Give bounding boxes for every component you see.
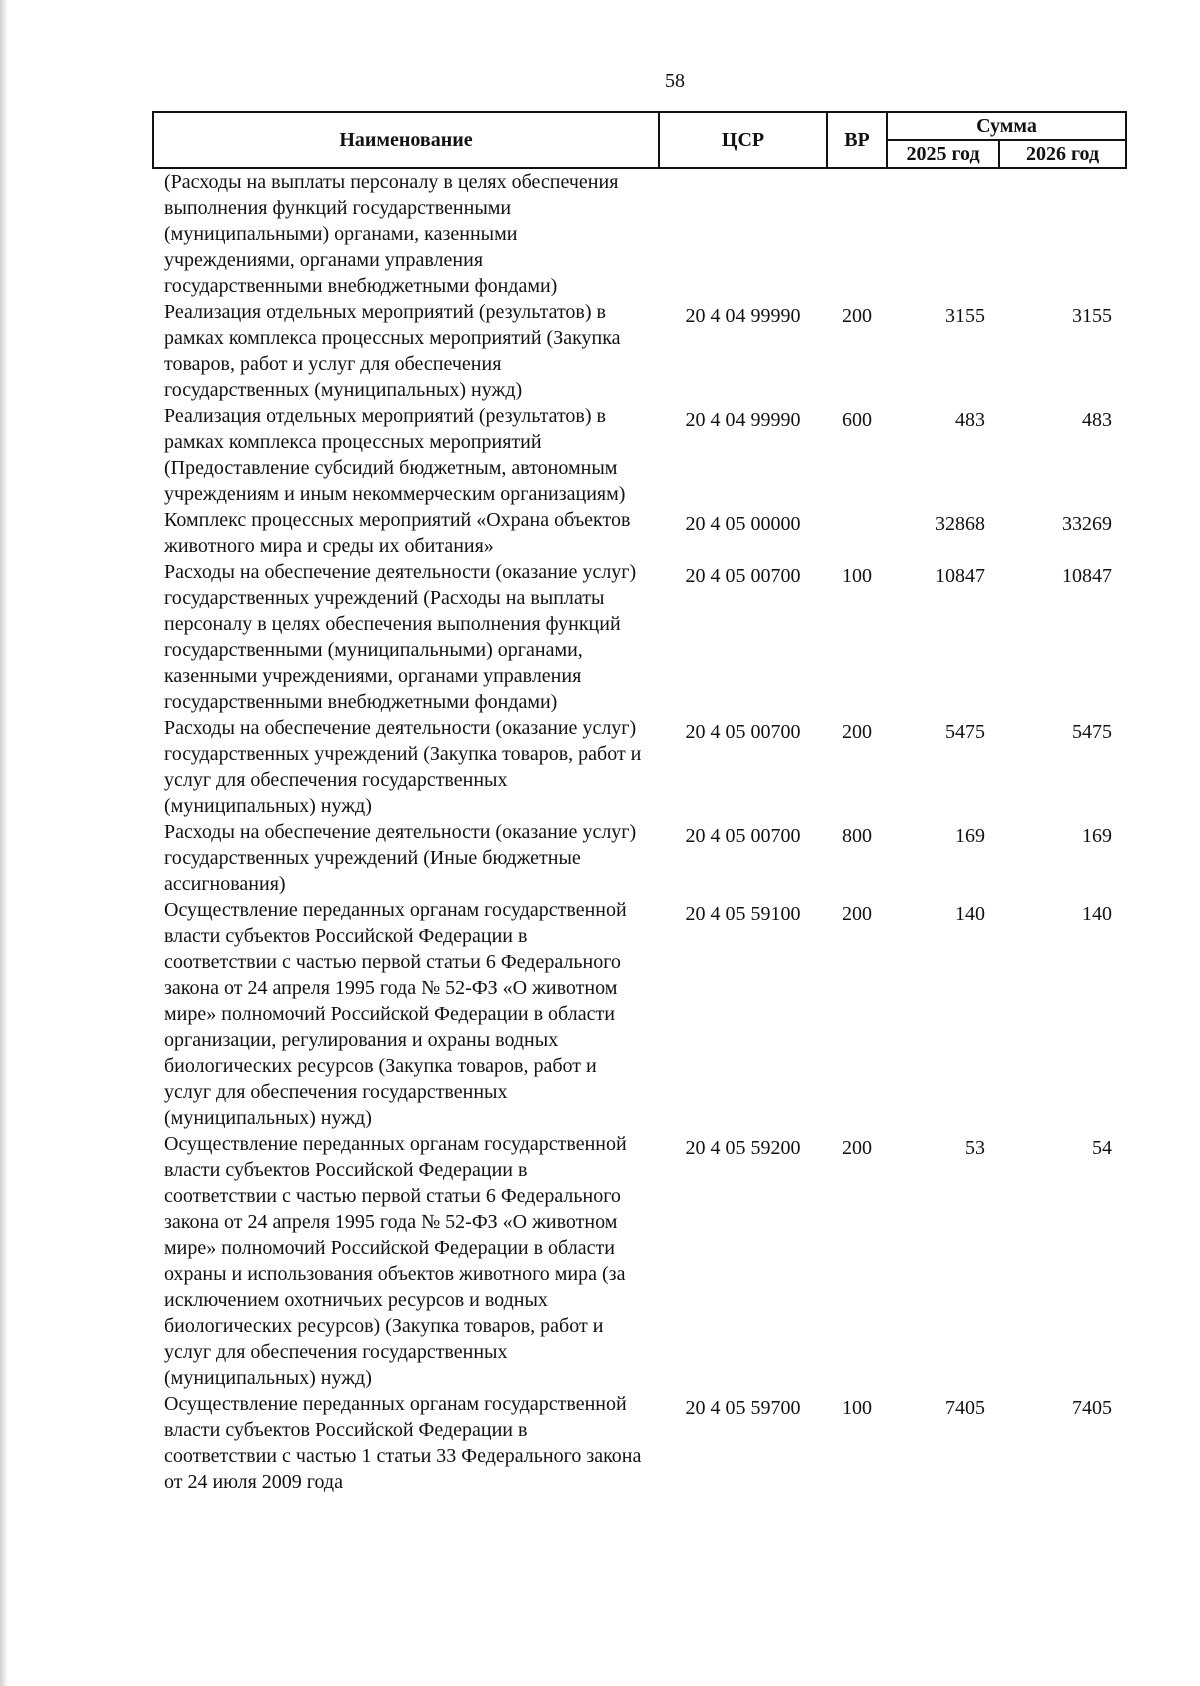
row-amount-2025: 10847 [935, 565, 985, 587]
row-name: Расходы на обеспечение деятельности (оказание услуг) государственных учреждений (Закупка товаров, работ и услуг для обеспечения государственных (муниципальных) нужд) [164, 717, 642, 817]
row-amount-2026: 54 [1092, 1137, 1113, 1159]
table-body [153, 168, 1126, 1495]
row-vr: 200 [842, 903, 872, 925]
header-name: Наименование [153, 112, 659, 168]
table-row [153, 299, 1126, 403]
row-csr [659, 168, 827, 299]
row-csr: 20 4 05 59700 [685, 1397, 801, 1419]
row-amount-2025: 5475 [945, 721, 985, 743]
row-vr: 200 [842, 305, 872, 327]
header-sum: Сумма [887, 112, 1126, 140]
row-amount-2026: 140 [1082, 903, 1113, 925]
table-row [153, 168, 1126, 299]
row-amount-2025: 32868 [935, 513, 985, 535]
row-amount-2026: 3155 [1072, 305, 1113, 327]
row-csr: 20 4 04 99990 [685, 409, 801, 431]
table-row [153, 1391, 1126, 1495]
row-csr: 20 4 05 59100 [685, 903, 801, 925]
row-vr [827, 168, 887, 299]
row-amount-2025: 483 [955, 409, 985, 431]
row-amount-2025: 7405 [945, 1397, 985, 1419]
table-row [153, 897, 1126, 1131]
header-year-2026: 2026 год [999, 140, 1126, 168]
row-amount-2026: 483 [1082, 409, 1113, 431]
header-csr: ЦСР [659, 112, 827, 168]
row-name: Осуществление переданных органам государственной власти субъектов Российской Федерации в соответствии с частью первой статьи 6 Федерального закона от 24 апреля 1995 года № 52-ФЗ «О животном мире» полномочий Российской Федерации в области охраны и использования объектов животного мира (за исключением охотничьих ресурсов и водных биологических ресурсов) (Закупка товаров, работ и услуг для обеспечения государственных (муниципальных) нужд) [164, 1133, 627, 1389]
row-csr: 20 4 05 00700 [685, 565, 801, 587]
header-vr: ВР [827, 112, 887, 168]
row-csr: 20 4 04 99990 [685, 305, 801, 327]
row-amount-2026: 5475 [1072, 721, 1113, 743]
row-csr: 20 4 05 00700 [685, 721, 801, 743]
row-csr: 20 4 05 59200 [685, 1137, 801, 1159]
row-amount-2025: 140 [955, 903, 985, 925]
scan-edge-shadow [0, 0, 8, 1686]
row-amount-2026: 10847 [1062, 565, 1113, 587]
table-row [153, 715, 1126, 819]
row-vr [827, 507, 887, 559]
row-amount-2025: 169 [955, 825, 985, 847]
row-amount-2025: 3155 [945, 305, 985, 327]
row-amount-2026: 169 [1082, 825, 1113, 847]
row-vr: 100 [842, 565, 872, 587]
table-row [153, 559, 1126, 715]
row-name: Осуществление переданных органам государственной власти субъектов Российской Федерации в соответствии с частью первой статьи 6 Федерального закона от 24 апреля 1995 года № 52-ФЗ «О животном мире» полномочий Российской Федерации в области организации, регулирования и охраны водных биологических ресурсов (Закупка товаров, работ и услуг для обеспечения государственных (муниципальных) нужд) [164, 899, 627, 1129]
header-year-2025: 2025 год [887, 140, 999, 168]
row-amount-2025 [887, 168, 999, 299]
row-name: Осуществление переданных органам государственной власти субъектов Российской Федерации в соответствии с частью 1 статьи 33 Федерального закона от 24 июля 2009 года [164, 1393, 642, 1493]
row-csr: 20 4 05 00000 [685, 513, 801, 535]
row-name: Реализация отдельных мероприятий (результатов) в рамках комплекса процессных мероприятий (Закупка товаров, работ и услуг для обеспечения государственных (муниципальных) нужд) [164, 301, 621, 401]
table-row [153, 507, 1126, 559]
row-vr: 800 [842, 825, 872, 847]
row-name: Расходы на обеспечение деятельности (оказание услуг) государственных учреждений (Расходы на выплаты персоналу в целях обеспечения выполнения функций государственными (муниципальными) органами, казенными учреждениями, органами управления государственными внебюджетными фондами) [164, 561, 637, 713]
row-amount-2026 [999, 168, 1126, 299]
row-name: (Расходы на выплаты персоналу в целях обеспечения выполнения функций государственными (муниципальными) органами, казенными учреждениями, органами управления государственными внебюджетными фондами) [164, 171, 619, 297]
table-row [153, 1131, 1126, 1391]
row-vr: 100 [842, 1397, 872, 1419]
page-number: 58 [665, 70, 685, 92]
budget-table [152, 111, 1127, 1495]
row-amount-2026: 7405 [1072, 1397, 1113, 1419]
row-csr: 20 4 05 00700 [685, 825, 801, 847]
row-vr: 200 [842, 721, 872, 743]
row-vr: 600 [842, 409, 872, 431]
row-amount-2026: 33269 [1062, 513, 1113, 535]
row-name: Расходы на обеспечение деятельности (оказание услуг) государственных учреждений (Иные бюджетные ассигнования) [164, 821, 637, 895]
row-name: Комплекс процессных мероприятий «Охрана объектов животного мира и среды их обитания» [164, 509, 631, 557]
row-amount-2025: 53 [965, 1137, 985, 1159]
row-vr: 200 [842, 1137, 872, 1159]
table-header [153, 112, 1126, 168]
table-row [153, 403, 1126, 507]
row-name: Реализация отдельных мероприятий (результатов) в рамках комплекса процессных мероприятий (Предоставление субсидий бюджетным, автономным учреждениям и иным некоммерческим организациям) [164, 405, 626, 505]
table-row [153, 819, 1126, 897]
